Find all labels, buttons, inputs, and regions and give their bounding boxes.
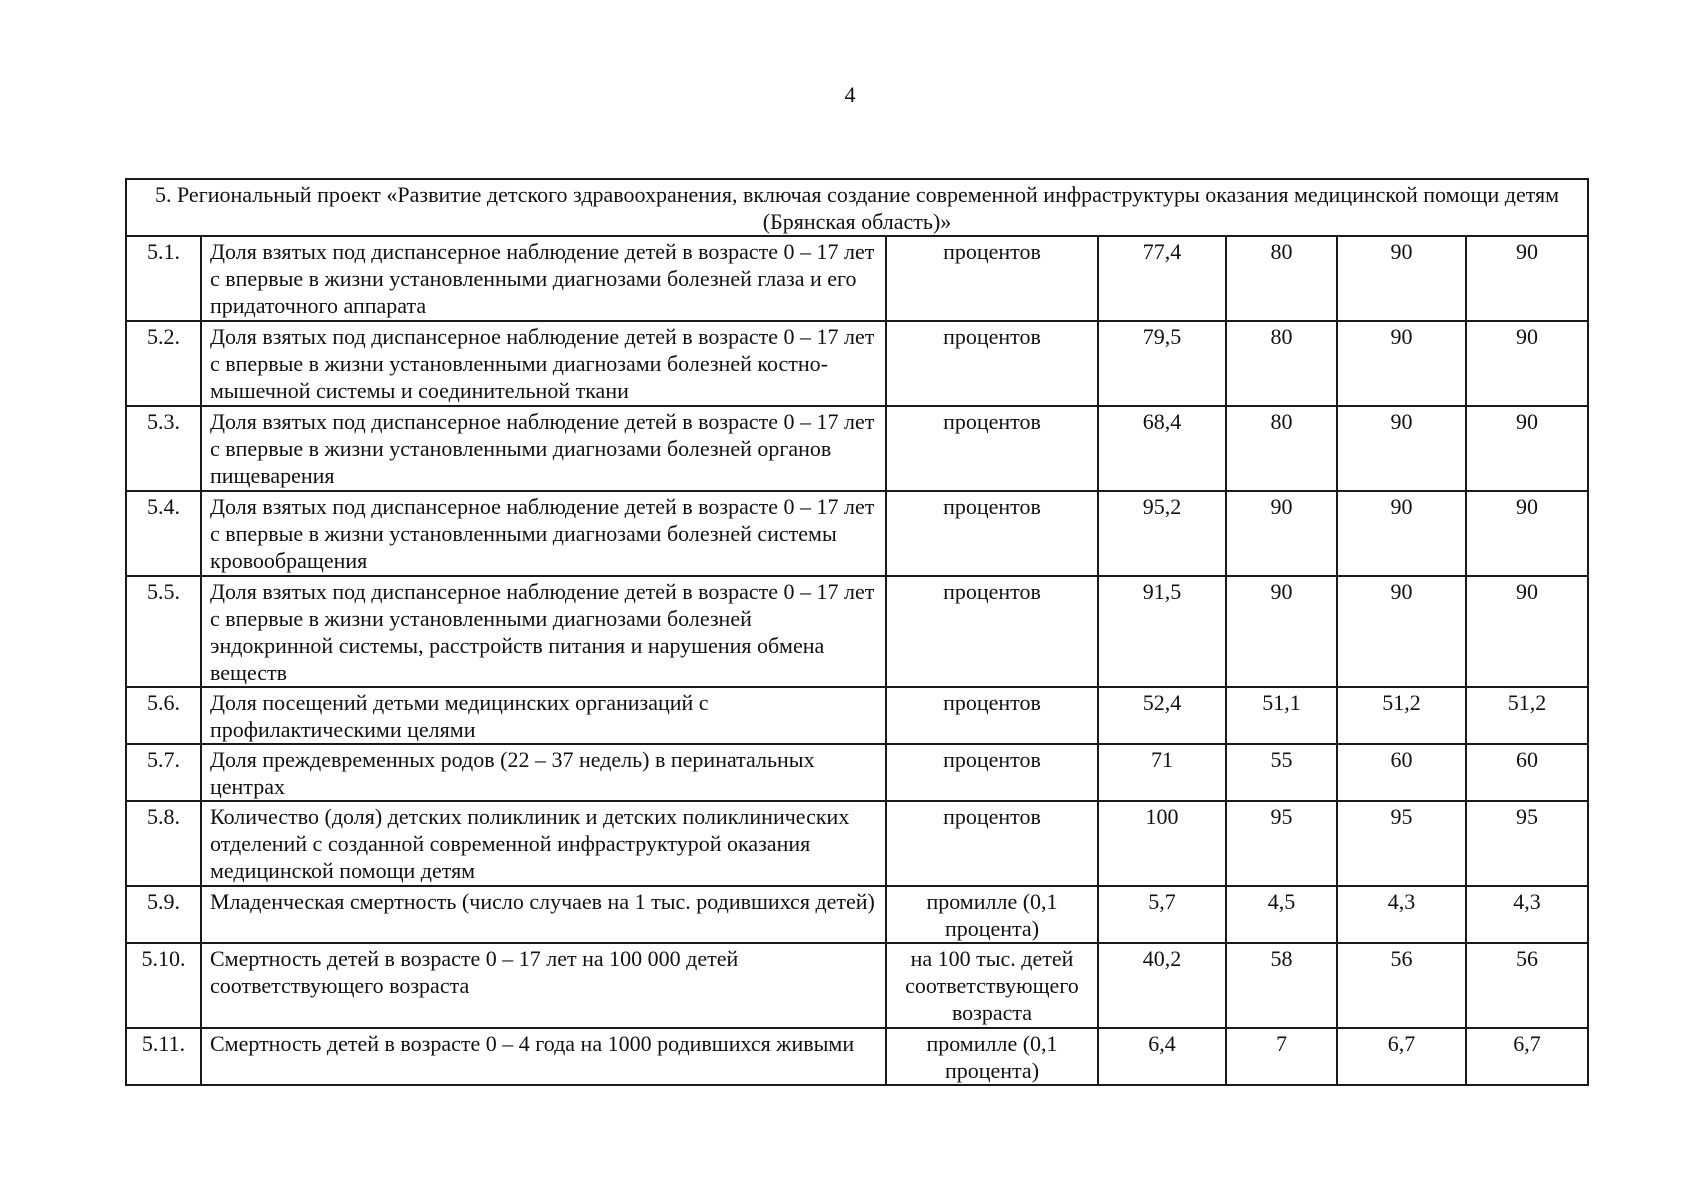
table-row [126,744,1588,801]
value-cell-2: 80 [1226,321,1337,406]
page-number: 4 [844,82,856,107]
value-cell-3: 95 [1337,801,1466,886]
value-cell-1: 91,5 [1098,576,1226,687]
table-row [126,321,1588,406]
value-cell-1: 40,2 [1098,943,1226,1028]
value-cell-3: 60 [1337,744,1466,801]
value-cell-2: 4,5 [1226,886,1337,943]
value-cell-3: 90 [1337,576,1466,687]
unit-cell: процентов [886,801,1098,886]
value-cell-4: 90 [1466,576,1588,687]
unit-cell: процентов [886,687,1098,744]
value-cell-3: 90 [1337,236,1466,321]
row-number: 5.3. [126,406,201,491]
row-number: 5.10. [126,943,201,1028]
value-cell-4: 56 [1466,943,1588,1028]
indicator-name: Смертность детей в возрасте 0 – 4 года на 1000 родившихся живыми [201,1028,886,1085]
value-cell-4: 4,3 [1466,886,1588,943]
value-cell-2: 51,1 [1226,687,1337,744]
value-cell-2: 90 [1226,576,1337,687]
value-cell-3: 90 [1337,406,1466,491]
unit-cell: промилле (0,1 процента) [886,886,1098,943]
value-cell-2: 58 [1226,943,1337,1028]
row-number: 5.11. [126,1028,201,1085]
indicator-name: Смертность детей в возрасте 0 – 17 лет на 100 000 детей соответствующего возраста [201,943,886,1028]
value-cell-1: 77,4 [1098,236,1226,321]
row-number: 5.1. [126,236,201,321]
value-cell-4: 51,2 [1466,687,1588,744]
indicator-name: Доля взятых под диспансерное наблюдение детей в возрасте 0 – 17 лет с впервые в жизни установленными диагнозами болезней органов пищеварения [201,406,886,491]
section-header-row [126,179,1588,236]
indicator-name: Доля взятых под диспансерное наблюдение детей в возрасте 0 – 17 лет с впервые в жизни установленными диагнозами болезней глаза и его придаточного аппарата [201,236,886,321]
table-row [126,576,1588,687]
table-row [126,491,1588,576]
table-row [126,943,1588,1028]
value-cell-4: 90 [1466,406,1588,491]
indicator-name: Доля взятых под диспансерное наблюдение детей в возрасте 0 – 17 лет с впервые в жизни установленными диагнозами болезней системы кровообращения [201,491,886,576]
value-cell-1: 100 [1098,801,1226,886]
value-cell-2: 55 [1226,744,1337,801]
value-cell-1: 5,7 [1098,886,1226,943]
value-cell-4: 95 [1466,801,1588,886]
unit-cell: процентов [886,321,1098,406]
row-number: 5.4. [126,491,201,576]
unit-cell: процентов [886,406,1098,491]
unit-cell: процентов [886,236,1098,321]
table-row [126,406,1588,491]
row-number: 5.6. [126,687,201,744]
value-cell-3: 56 [1337,943,1466,1028]
unit-cell: процентов [886,491,1098,576]
value-cell-4: 60 [1466,744,1588,801]
unit-cell: процентов [886,576,1098,687]
value-cell-3: 4,3 [1337,886,1466,943]
indicator-name: Доля преждевременных родов (22 – 37 недель) в перинатальных центрах [201,744,886,801]
value-cell-2: 7 [1226,1028,1337,1085]
value-cell-1: 6,4 [1098,1028,1226,1085]
table-row [126,687,1588,744]
row-number: 5.7. [126,744,201,801]
value-cell-4: 6,7 [1466,1028,1588,1085]
indicator-name: Количество (доля) детских поликлиник и детских поликлинических отделений с созданной современной инфраструктурой оказания медицинской помощи детям [201,801,886,886]
unit-cell: процентов [886,744,1098,801]
row-number: 5.8. [126,801,201,886]
section-title: 5. Региональный проект «Развитие детского здравоохранения, включая создание современной инфраструктуры оказания медицинской помощи детям (Брянская область)» [126,179,1588,236]
value-cell-2: 95 [1226,801,1337,886]
table-row [126,236,1588,321]
unit-cell: на 100 тыс. детей соответствующего возраста [886,943,1098,1028]
indicators-table [125,178,1589,1086]
value-cell-3: 51,2 [1337,687,1466,744]
row-number: 5.9. [126,886,201,943]
value-cell-1: 68,4 [1098,406,1226,491]
table-row [126,801,1588,886]
value-cell-2: 90 [1226,491,1337,576]
indicator-name: Младенческая смертность (число случаев на 1 тыс. родившихся детей) [201,886,886,943]
value-cell-4: 90 [1466,321,1588,406]
value-cell-1: 52,4 [1098,687,1226,744]
value-cell-1: 95,2 [1098,491,1226,576]
value-cell-4: 90 [1466,491,1588,576]
table-row [126,886,1588,943]
value-cell-3: 90 [1337,321,1466,406]
value-cell-3: 6,7 [1337,1028,1466,1085]
row-number: 5.2. [126,321,201,406]
indicator-name: Доля посещений детьми медицинских организаций с профилактическими целями [201,687,886,744]
value-cell-3: 90 [1337,491,1466,576]
value-cell-2: 80 [1226,406,1337,491]
value-cell-1: 71 [1098,744,1226,801]
table-row [126,1028,1588,1085]
value-cell-1: 79,5 [1098,321,1226,406]
unit-cell: промилле (0,1 процента) [886,1028,1098,1085]
row-number: 5.5. [126,576,201,687]
indicator-name: Доля взятых под диспансерное наблюдение детей в возрасте 0 – 17 лет с впервые в жизни установленными диагнозами болезней эндокринной системы, расстройств питания и нарушения обмена веществ [201,576,886,687]
value-cell-4: 90 [1466,236,1588,321]
indicator-name: Доля взятых под диспансерное наблюдение детей в возрасте 0 – 17 лет с впервые в жизни установленными диагнозами болезней костно-мышечной системы и соединительной ткани [201,321,886,406]
value-cell-2: 80 [1226,236,1337,321]
